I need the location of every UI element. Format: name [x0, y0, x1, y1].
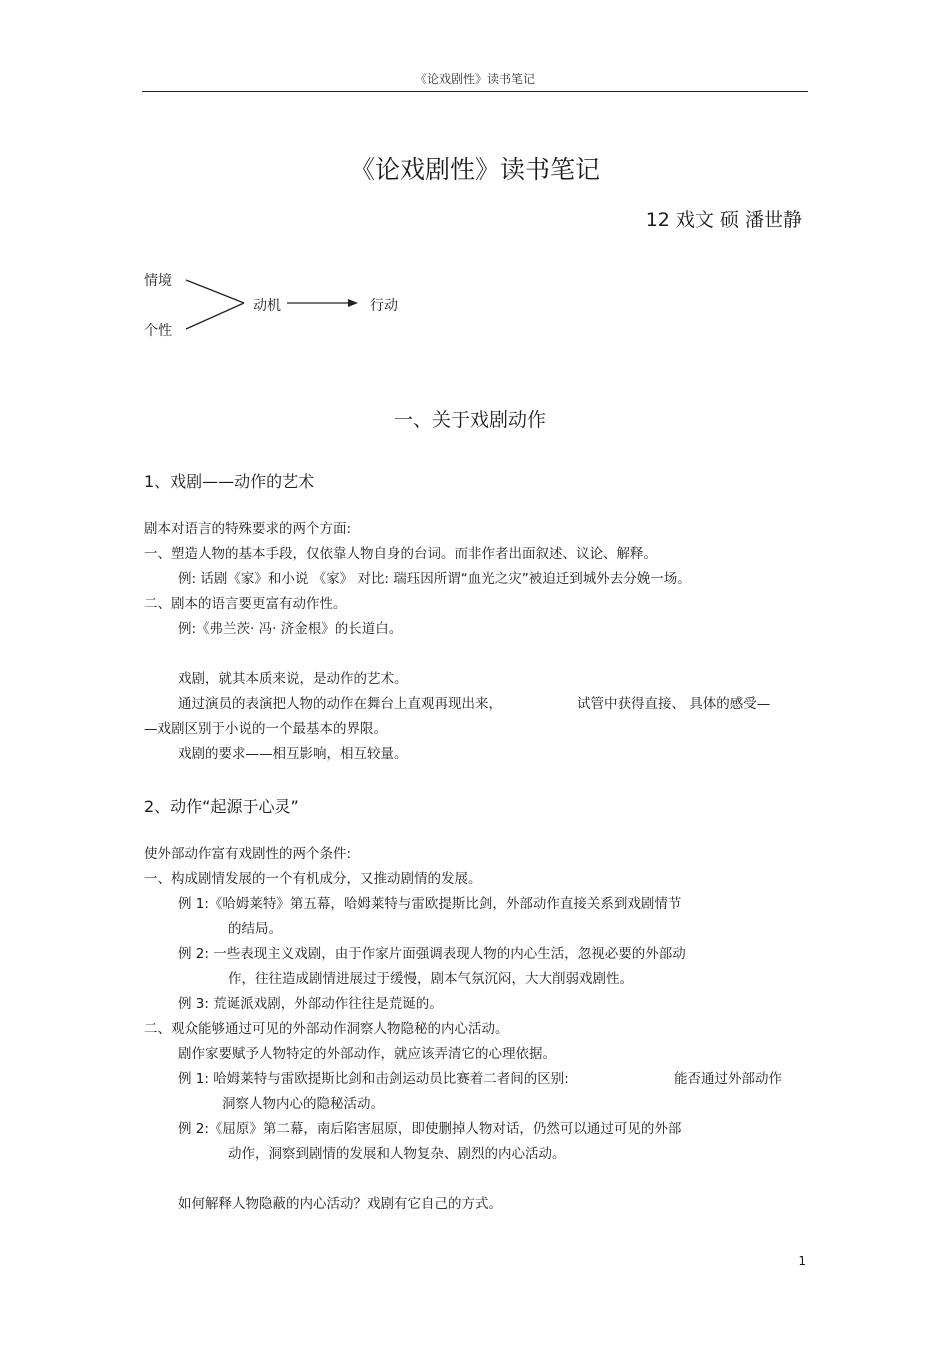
subsection-heading-2: 2、动作“起源于心灵” [144, 797, 299, 816]
example: 能否通过外部动作 [674, 1071, 782, 1087]
diagram-action: 行动 [370, 298, 398, 314]
diagram-situation: 情境 [144, 273, 172, 289]
list-item: 二、剧本的语言要更富有动作性。 [144, 596, 347, 612]
list-item: 一、塑造人物的基本手段，仅依靠人物自身的台词。而非作者出面叙述、议论、解释。 [144, 546, 657, 562]
example: 洞察人物内心的隐秘活动。 [222, 1096, 384, 1112]
paragraph: 如何解释人物隐蔽的内心活动？戏剧有它自己的方式。 [178, 1196, 502, 1212]
author-line: 12 戏文 硕 潘世静 [645, 209, 802, 231]
paragraph: —戏剧区别于小说的一个最基本的界限。 [144, 721, 387, 737]
example: 例:《弗兰茨· 冯· 济金根》的长道白。 [178, 621, 403, 637]
document-title: 《论戏剧性》读书笔记 [349, 155, 600, 184]
page-number: 1 [798, 1254, 806, 1268]
example: 例 1: 哈姆莱特与雷欧提斯比剑和击剑运动员比赛着二者间的区别: [178, 1071, 569, 1087]
example: 例 1:《哈姆莱特》第五幕，哈姆莱特与雷欧提斯比剑，外部动作直接关系到戏剧情节 [178, 896, 682, 912]
subsection-heading-1: 1、戏剧——动作的艺术 [144, 472, 315, 491]
list-item: 一、构成剧情发展的一个有机成分，又推动剧情的发展。 [144, 871, 482, 887]
section-heading-1: 一、关于戏剧动作 [393, 409, 546, 431]
paragraph: 剧作家要赋予人物特定的外部动作，就应该弄清它的心理依据。 [178, 1046, 556, 1062]
paragraph: 剧本对语言的特殊要求的两个方面: [144, 521, 352, 537]
example: 例: 话剧《家》和小说 《家》 对比: 瑞珏因所谓“血光之灾”被迫迁到城外去分娩一场。 [178, 571, 691, 587]
diagram-arrowhead-icon [348, 299, 358, 307]
paragraph: 戏剧的要求——相互影响，相互较量。 [178, 746, 408, 762]
example: 例 2:《屈原》第二幕，南后陷害屈原，即使删掉人物对话，仍然可以通过可见的外部 [178, 1121, 682, 1137]
example: 例 3: 荒诞派戏剧，外部动作往往是荒诞的。 [178, 996, 443, 1012]
example: 作，往往造成剧情进展过于缓慢，剧本气氛沉闷，大大削弱戏剧性。 [228, 971, 633, 987]
example: 的结局。 [228, 921, 282, 937]
diagram-line-lower [186, 303, 244, 329]
paragraph: 通过演员的表演把人物的动作在舞台上直观再现出来， [178, 696, 502, 712]
paragraph: 使外部动作富有戏剧性的两个条件: [144, 846, 352, 862]
paragraph: 试管中获得直接、 具体的感受— [577, 696, 771, 712]
header-rule [142, 91, 808, 92]
paragraph: 戏剧，就其本质来说，是动作的艺术。 [178, 671, 408, 687]
example: 例 2: 一些表现主义戏剧，由于作家片面强调表现人物的内心生活，忽视必要的外部动 [178, 946, 686, 962]
diagram-motive: 动机 [253, 298, 281, 314]
diagram-personality: 个性 [144, 323, 172, 339]
page-header: 《论戏剧性》读书笔记 [414, 72, 535, 86]
example: 动作，洞察到剧情的发展和人物复杂、剧烈的内心活动。 [228, 1146, 566, 1162]
diagram-line-upper [186, 280, 244, 303]
list-item: 二、观众能够通过可见的外部动作洞察人物隐秘的内心活动。 [144, 1021, 509, 1037]
